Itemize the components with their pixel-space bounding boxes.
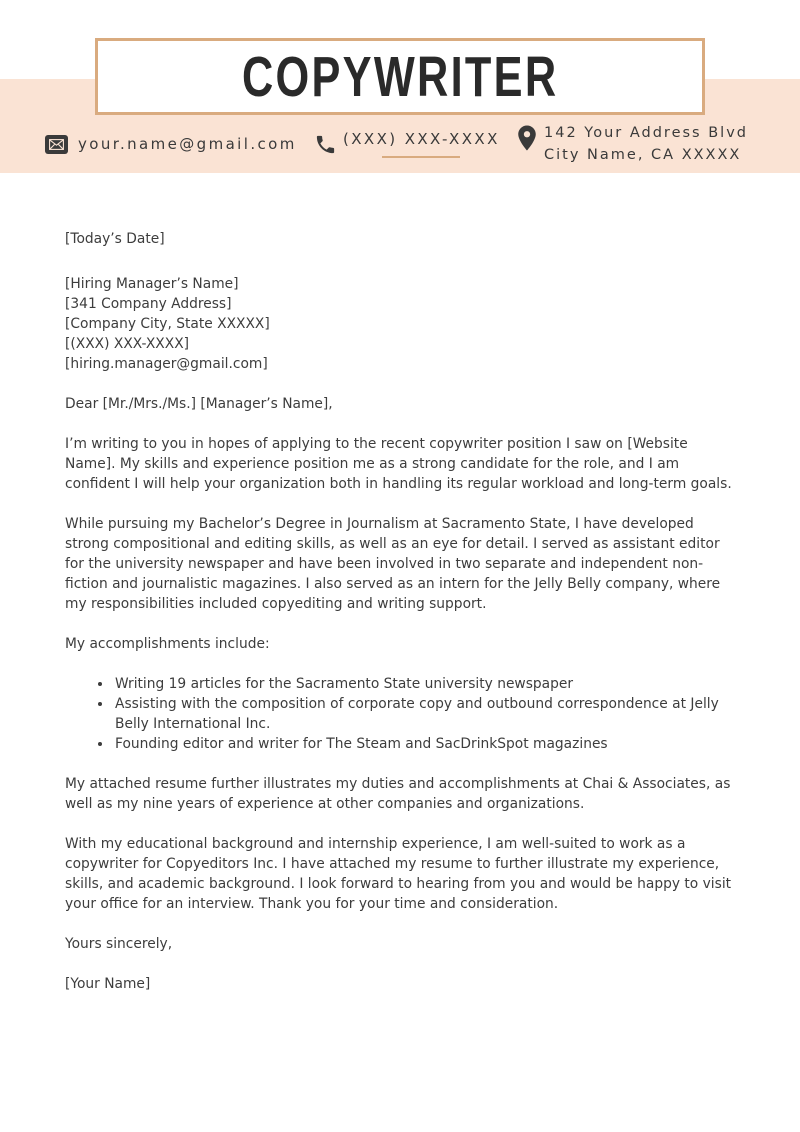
header: [0, 0, 800, 172]
paragraph-closing: With my educational background and internship experience, I am well-suited to work as a copywriter for Copyeditors Inc. I have attached my resume to further illustrate my experience, skills, and academic background. I look forward to hearing from you and would be happy to visit your office for an interview. Thank you for your time and consideration.: [65, 836, 732, 912]
recipient-name: [Hiring Manager’s Name]: [65, 276, 239, 292]
contact-row: [45, 114, 748, 174]
recipient-block: [65, 274, 741, 374]
date-line: [Today’s Date]: [65, 231, 165, 247]
list-item: • Founding editor and writer for The Steam and SacDrinkSpot magazines: [113, 734, 741, 754]
recipient-phone: [(XXX) XXX-XXXX]: [65, 336, 190, 352]
recipient-address: [341 Company Address]: [65, 296, 232, 312]
page-title: COPYWRITER: [241, 44, 559, 109]
contact-address: [517, 122, 748, 166]
salutation: Dear [Mr./Mrs./Ms.] [Manager’s Name],: [65, 396, 333, 412]
title-box: [95, 38, 705, 115]
phone-underline-divider: [382, 156, 460, 158]
paragraph-intro: I’m writing to you in hopes of applying to the recent copywriter position I saw on [Website Name]. My skills and experience position me as a strong candidate for the role, and I am confident I will help your organization both in handling its regular workload and long-term goals.: [65, 436, 732, 492]
email-text: your.name@gmail.com: [78, 135, 297, 153]
location-pin-icon: [517, 124, 537, 152]
phone-number-group: [343, 130, 500, 158]
signoff: Yours sincerely,: [65, 936, 173, 952]
accomplishments-list: [65, 674, 741, 754]
phone-text: (XXX) XXX-XXXX: [343, 130, 500, 148]
paragraph-experience: While pursuing my Bachelor’s Degree in Journalism at Sacramento State, I have developed strong compositional and editing skills, as well as an eye for detail. I served as assistant editor for the university newspaper and have been involved in two separate and independent non-fiction and journalistic magazines. I also served as an intern for the Jelly Belly company, where my responsibilities included copyediting and writing support.: [65, 516, 721, 612]
recipient-city-state: [Company City, State XXXXX]: [65, 316, 270, 332]
list-item: • Writing 19 articles for the Sacramento State university newspaper: [113, 674, 741, 694]
contact-phone: [314, 130, 500, 158]
envelope-icon: [45, 135, 68, 154]
contact-email: [45, 135, 297, 154]
recipient-email: [hiring.manager@gmail.com]: [65, 356, 268, 372]
phone-icon: [314, 133, 337, 156]
paragraph-resume: My attached resume further illustrates my duties and accomplishments at Chai & Associates, as well as my nine years of experience at other companies and organizations.: [65, 776, 731, 812]
address-line-1: 142 Your Address Blvd: [544, 125, 748, 141]
address-line-2: City Name, CA XXXXX: [544, 147, 742, 163]
accomplishments-intro: My accomplishments include:: [65, 636, 270, 652]
signature: [Your Name]: [65, 976, 151, 992]
letter-body: [0, 172, 741, 994]
address-group: [544, 122, 748, 166]
list-item: • Assisting with the composition of corporate copy and outbound correspondence at Jelly Belly International Inc.: [113, 694, 741, 734]
